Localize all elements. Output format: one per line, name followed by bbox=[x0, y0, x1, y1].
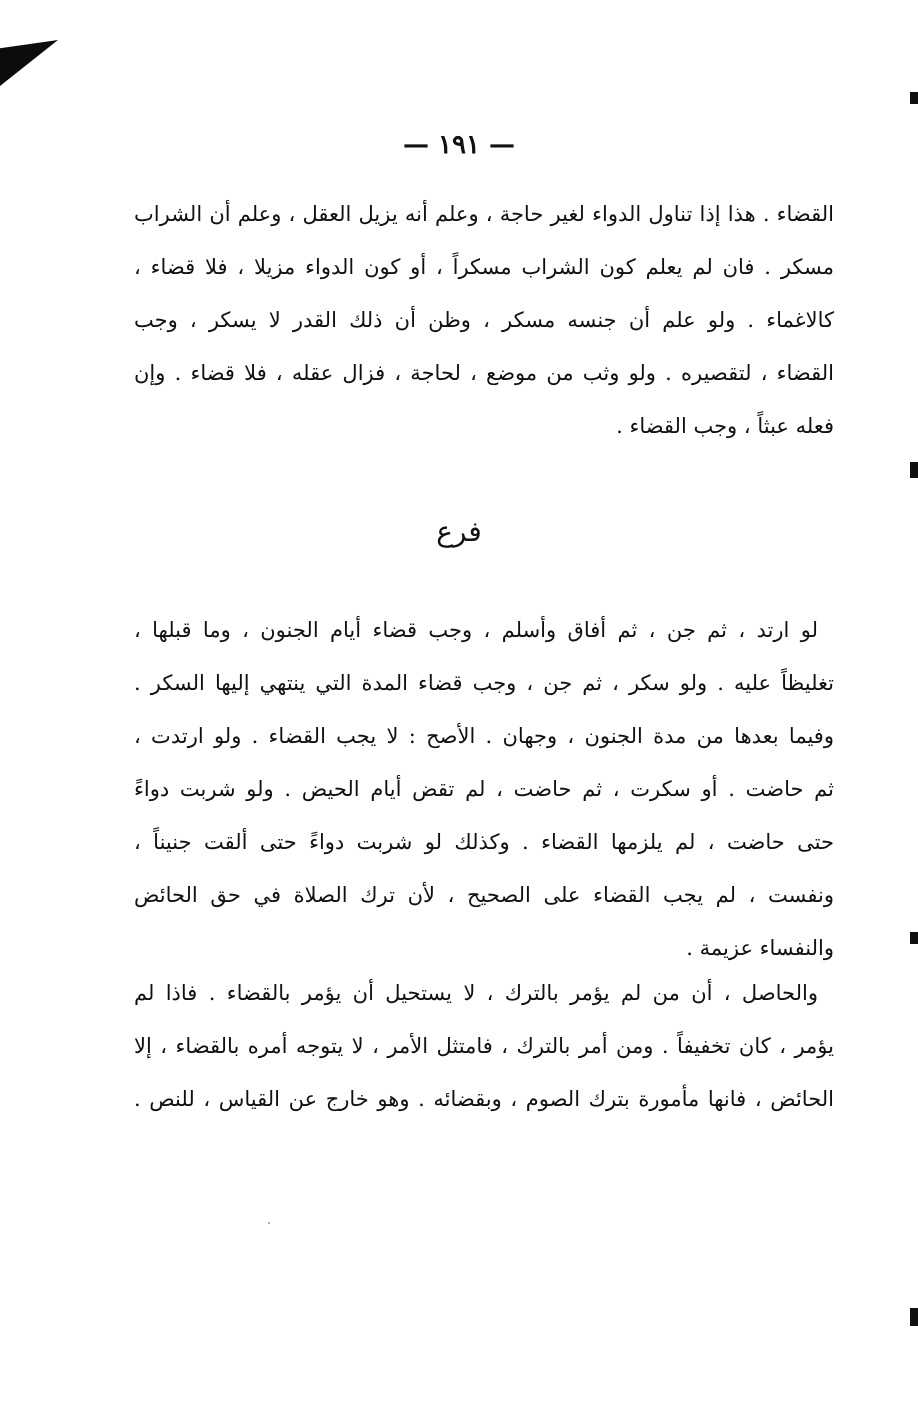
scan-edge-mark bbox=[910, 92, 918, 104]
text-line: مسكر . فان لم يعلم كون الشراب مسكراً ، أو كون الدواء مزيلا ، فلا قضاء ، bbox=[134, 255, 834, 279]
text-line: القضاء . هذا إذا تناول الدواء لغير حاجة ، وعلم أنه يزيل العقل ، وعلم أن الشراب bbox=[134, 202, 834, 226]
text-line: يؤمر ، كان تخفيفاً . ومن أمر بالترك ، فامتثل الأمر ، لا يتوجه أمره بالقضاء ، إلا bbox=[134, 1034, 834, 1058]
scan-speck bbox=[268, 1222, 270, 1224]
section-heading: فرع bbox=[436, 515, 482, 548]
text-line: حتى حاضت ، لم يلزمها القضاء . وكذلك لو شربت دواءً حتى ألقت جنيناً ، bbox=[134, 830, 834, 854]
text-line: الحائض ، فانها مأمورة بترك الصوم ، وبقضائه . وهو خارج عن القياس ، للنص . bbox=[134, 1087, 834, 1111]
scan-edge-mark bbox=[910, 932, 918, 944]
paragraph-2 bbox=[134, 604, 834, 975]
text-line: فعله عبثاً ، وجب القضاء . bbox=[616, 414, 834, 438]
text-line: ثم حاضت . أو سكرت ، ثم حاضت ، لم تقض أيام الحيض . ولو شربت دواءً bbox=[134, 777, 834, 801]
text-line: لو ارتد ، ثم جن ، ثم أفاق وأسلم ، وجب قضاء أيام الجنون ، وما قبلها ، bbox=[134, 618, 818, 642]
text-line: والحاصل ، أن من لم يؤمر بالترك ، لا يستحيل أن يؤمر بالقضاء . فاذا لم bbox=[134, 981, 818, 1005]
paragraph-3 bbox=[134, 967, 834, 1126]
scan-edge-mark bbox=[910, 1308, 918, 1326]
scan-edge-mark bbox=[910, 462, 918, 478]
text-line: ونفست ، لم يجب القضاء على الصحيح ، لأن ترك الصلاة في حق الحائض bbox=[134, 883, 834, 907]
page-number: — ١٩١ — bbox=[402, 130, 516, 160]
paragraph-1 bbox=[134, 188, 834, 453]
text-line: وفيما بعدها من مدة الجنون ، وجهان . الأصح : لا يجب القضاء . ولو ارتدت ، bbox=[134, 724, 834, 748]
text-line: تغليظاً عليه . ولو سكر ، ثم جن ، وجب قضاء المدة التي ينتهي إليها السكر . bbox=[134, 671, 834, 695]
text-line: كالاغماء . ولو علم أن جنسه مسكر ، وظن أن ذلك القدر لا يسكر ، وجب bbox=[134, 308, 834, 332]
scan-corner-mark bbox=[0, 40, 58, 86]
text-line: القضاء ، لتقصيره . ولو وثب من موضع ، لحاجة ، فزال عقله ، فلا قضاء . وإن bbox=[134, 361, 834, 385]
text-line: والنفساء عزيمة . bbox=[686, 936, 834, 960]
